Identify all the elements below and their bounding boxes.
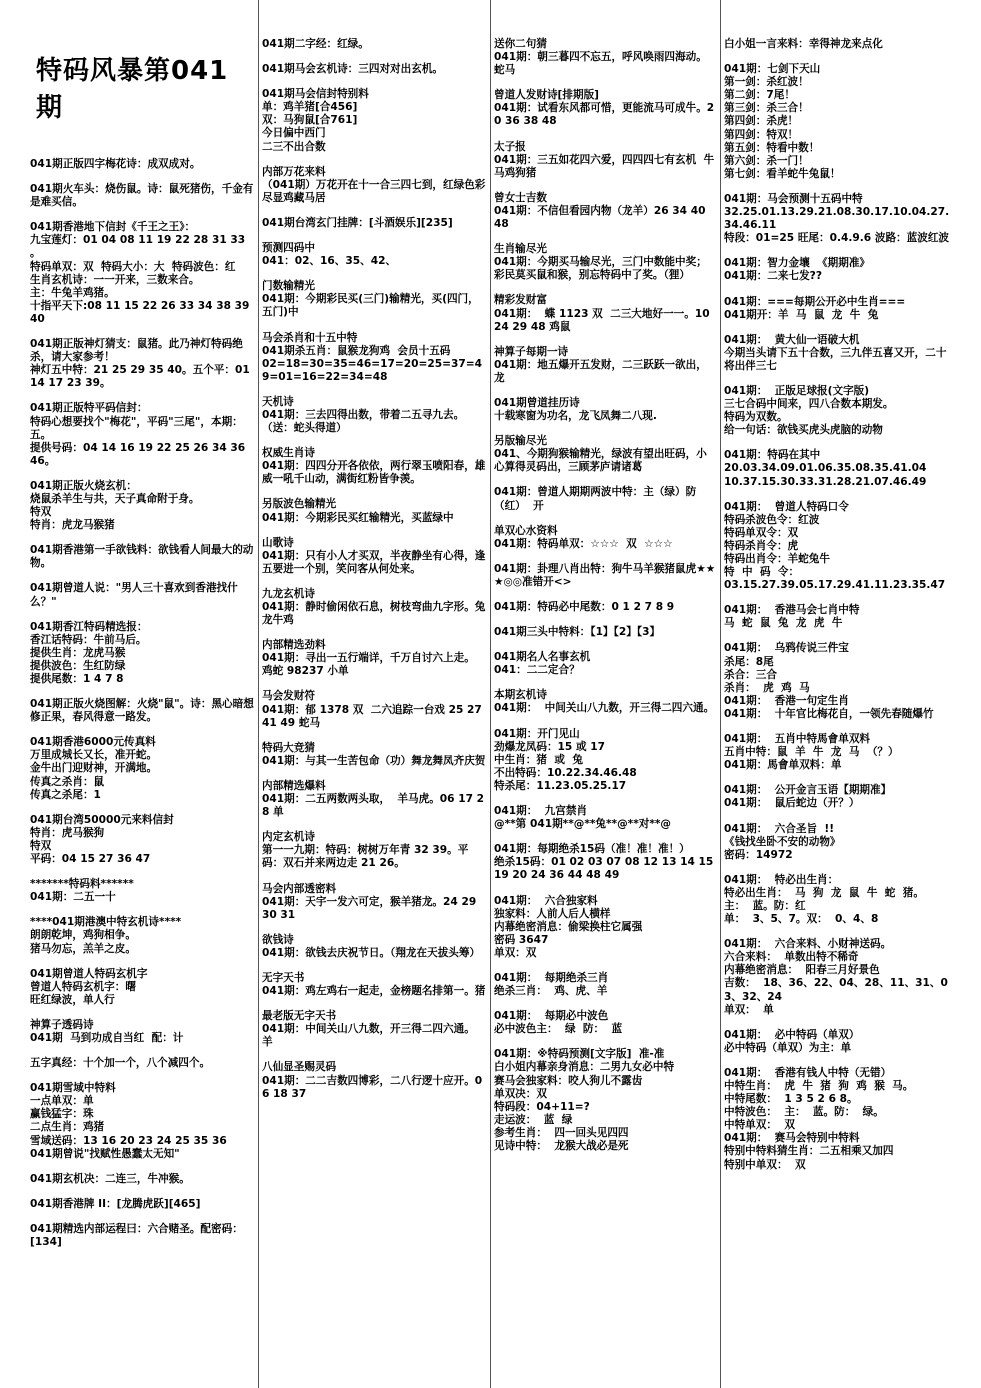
- text-block: 041期： 每期绝杀三肖 绝杀三肖： 鸡、虎、羊: [494, 971, 609, 998]
- text-block: 内部万花来料 （041期）万花开在十一合三四七到，红绿色彩尽显鸡藏马居: [262, 165, 486, 204]
- text-block: 五字真经：十个加一个，八个减四个。: [30, 1057, 211, 1070]
- text-block: 041期：特码必中尾数：0 1 2 7 8 9: [494, 601, 675, 613]
- text-block: 041期： 九宫禁肖 @**第 041期**@**兔**@**对**@: [494, 805, 672, 831]
- text-block: 041期精选内部运程曰：六合赌圣。配密码：[134]: [30, 1222, 243, 1248]
- text-block: 神算子每期一诗 041期：地五爆开五发财，二三跃跃一欲出，龙: [494, 345, 707, 384]
- text-block: 041期： 必中特码（单双） 必中特码（单双）为主：单: [724, 1028, 860, 1054]
- text-block: 九龙玄机诗 041期：静时偷闲依石息，树枝弯曲九字形。兔龙牛鸡: [262, 587, 486, 627]
- text-block: 041期：===每期公开必中生肖=== 041期开：羊 马 鼠 龙 牛 兔: [724, 295, 906, 321]
- text-block: 041期曾道挂历诗 十载寒窗为功名，龙飞凤舞二八现.: [494, 396, 657, 423]
- text-block: 单双心水资料 041期：特码单双：☆☆☆ 双 ☆☆☆: [494, 524, 673, 550]
- text-block: 041期香港第一手欲钱料：欲钱看人间最大的动物。: [30, 544, 254, 570]
- text-block: 精彩发财富 041期： 蝶 1123 双 二三大地好一一。10 24 29 48 鸡鼠: [494, 294, 710, 333]
- text-block: 天机诗 041期：三去四得出数，带着二五寻九去。（送：蛇头得道）: [262, 395, 465, 435]
- text-block: 041期： 五肖中特馬會单双料 五肖中特：鼠 羊 牛 龙 马 （？） 041期：馬會单双料：单: [724, 733, 899, 772]
- text-block: 041期：开门见山 劲爆龙凤码：15 或 17 中生肖：猪 或 兔 不出特码：10.22.34.46.48 特杀尾：11.23.05.25.17: [494, 727, 637, 792]
- text-block: *******特码料****** 041期：二五一十: [30, 878, 134, 904]
- text-block: 另版波色输精光 041期：今期彩民买红输精光，买蓝绿中: [262, 498, 454, 524]
- text-block: 041期玄机决：二连三，牛冲猴。: [30, 1172, 190, 1185]
- text-block: 041期正版神灯猜支：鼠猪。此乃神灯特码绝杀，请大家参考！ 神灯五中特：21 25 29 35 40。五个平：01 14 17 23 39。: [30, 338, 250, 390]
- text-block: 内定玄机诗 第一一九期：特码：树树万年青 32 39。平码：双石并来两边走 21 26。: [262, 831, 469, 870]
- text-block: 041期正版火烧图解：火烧"鼠"。诗：黑心暗想修正果，春风得意一路发。: [30, 698, 254, 724]
- text-block: 曾道人发财诗[排期版] 041期：试看东风都可惜，更能流马可成牛。20 36 38 48: [494, 89, 715, 128]
- text-block: 另版输尽光 041、今期狗猴输精光，绿波有望出旺码，小心算得灵码出，三顾茅庐请诸葛: [494, 435, 707, 474]
- text-block: 041期： 香港马会七肖中特 马 蛇 鼠 兔 龙 虎 牛: [724, 604, 860, 630]
- column-4: [720, 0, 960, 1388]
- text-block: 八仙显圣赐灵码 041期：二二吉数四博彩，二八行逻十应开。06 18 37: [262, 1061, 483, 1100]
- text-block: 041期名人名事玄机 041：二二定合？: [494, 651, 591, 677]
- text-block: 内部精选爆料 041期：二五两数两头取， 羊马虎。06 17 28 单: [262, 779, 485, 819]
- text-block: 041期香港地下信封《千王之王》： 九宝莲灯：01 04 08 11 19 22 28 31 33 。 特码单双：双 特码大小：大 特码波色：红 生肖玄机诗：一一开来，三数来合。 主：牛兔羊鸡猪。 十指平天下:08 11 15 22 26 33 34 38 39 40: [30, 221, 250, 325]
- text-block: 041期： 曾道人特码口令 特码杀波色令：红波 特码单双令：双 特码杀肖令：虎 特码出肖令：羊蛇兔牛 特 中 码 令： 03.15.27.39.05.17.29.41.11.23.35.47: [724, 500, 946, 592]
- text-block: 041期：※特码预测[文字版] 准-准 白小姐内幕亲身消息：二男九女必中特 赛马会独家料：咬人狗儿不露齿 单双决：双 特码段：04+11=? 走运波： 蓝 绿 参考生肖： 四一回头见四四 见诗中特： 龙猴大战必是死: [494, 1048, 675, 1152]
- text-block: 041期正版四字梅花诗：成双成对。: [30, 158, 201, 170]
- text-block: ****041期港澳中特玄机诗**** 朗朗乾坤，鸡狗相争。 猪马勿忘，羔羊之皮。: [30, 916, 182, 955]
- text-block: 041期三头中特料：【1】【2】【3】: [494, 626, 661, 639]
- text-block: 041期：马会预测十五码中特 32.25.01.13.29.21.08.30.17.10.04.27.34.46.11 特段：01=25 旺尾：0.4.9.6 波路：蓝波红波: [724, 192, 950, 245]
- text-block: 马会杀肖和十五中特 041期杀五肖：鼠猴龙狗鸡 会员十五码 02=18=30=35=46=17=20=25=37=49=01=16=22=34=48: [262, 331, 482, 383]
- text-block: 041期： 黄大仙一语破大机 今期当头请下五十合数，三九伴五喜又开，二十将出伴三七: [724, 333, 947, 372]
- text-block: 041期：卦理八肖出特：狗牛马羊猴猪鼠虎★★★◎◎准错开<>: [494, 562, 716, 588]
- text-block: 041期： 每期必中波色 必中波色主： 绿 防： 蓝: [494, 1010, 623, 1036]
- text-block: 041期： 六合独家料 独家料：人前人后人横样 内幕绝密消息：偷梁换柱它属强 密码 3647 单双：双: [494, 894, 643, 959]
- text-block: 041期火车头：烧伤鼠。诗：鼠死猪伤，千金有是难买信。: [30, 183, 254, 209]
- text-block: 041期： 公开金言玉语【期期准】 041期： 鼠后蛇边（开？）: [724, 784, 892, 810]
- text-block: 神算子透码诗 041期 马到功成自当红 配：计: [30, 1018, 184, 1044]
- text-block: 权威生肖诗 041期：四四分开各依依，两行翠玉喷阳春，雄威一吼千山动，满街红粉皆争羡。: [262, 447, 486, 486]
- text-block: 内部精选劲料 041期：寻出一五行端详，千万自讨六上走。 鸡蛇 98237 小单: [262, 639, 475, 678]
- text-block: 最老版无字天书 041期：中间关山八九数，开三得二四六通。 羊: [262, 1010, 475, 1049]
- text-block: 欲钱诗 041期：欲钱去庆祝节日。（翔龙在天拔头筹）: [262, 933, 481, 959]
- text-block: 041期二字经：红绿。: [262, 38, 369, 50]
- text-block: 041期： 乌鸦传说三件宝 杀尾：8尾 杀合：三合 杀肖： 虎 鸡 马 041期： 香港一句定生肖 041期： 十年官比梅花自，一领先春随爆竹: [724, 642, 934, 720]
- text-block: 本期玄机诗 041期： 中间关山八九数，开三得二四六通。: [494, 689, 715, 715]
- text-block: 马会内部透密料 041期：天宇一发六可定，猴羊猪龙。24 29 30 31: [262, 882, 477, 921]
- text-block: 041期： 六合圣旨 !! 《钱找坐卧不安的动物》 密码：14972: [724, 822, 841, 861]
- text-block: 041期：智力金壤 《期期准》 041期：二来七发??: [724, 257, 871, 283]
- text-block: 041期马会信封特别料 单：鸡羊猪[合456] 双：马狗鼠[合761] 今日偏中西门 二三不出合数: [262, 88, 369, 153]
- text-block: 041期：曾道人期期两波中特：主（绿）防（红） 开: [494, 486, 697, 512]
- text-block: 041期雪域中特料 一点单双：单 赢钱猛字：珠 二点生肖：鸡猪 雪域送码：13 16 20 23 24 25 35 36 041期曾说"找赋性愚蠢太无知": [30, 1082, 227, 1160]
- text-block: 送你二句猜 041期：朝三暮四不忘五，呼风唤雨四海动。蛇马: [494, 38, 707, 77]
- text-block: 041期香港牌 II：[龙腾虎跃][465]: [30, 1197, 201, 1210]
- text-block: 山歌诗 041期：只有小人才买双，半夜静坐有心得，逢五要进一个别，笑问客从何处来。: [262, 536, 486, 575]
- column-2: [258, 0, 490, 1388]
- text-block: 041期香港6000元传真料 万里成城长又长，准开蛇。 金牛出门迎财神，开满地。 传真之杀肖：鼠 传真之杀尾：1: [30, 736, 158, 801]
- column-3: [490, 0, 720, 1388]
- text-block: 041期： 正版足球报(文字版) 三七合码中间来，四八合数本期发。 特码为双数。 给一句话：欲钱买虎头虎脑的动物: [724, 384, 894, 437]
- text-block: 生肖输尽光 041期：今期买马输尽光，三门中数能中奖；彩民莫买鼠和猴，别忘特码中了奖。（狸）: [494, 243, 707, 282]
- text-block: 041期台湾玄门挂牌：[斗酒娱乐][235]: [262, 216, 453, 229]
- text-block: 预测四码中 041：02、16、35、42、: [262, 242, 397, 268]
- column-1: [26, 0, 258, 1388]
- text-block: 041期：每期绝杀15码（准！准！准！） 绝杀15码：01 02 03 07 08 12 13 14 15 19 20 24 36 44 48 49: [494, 843, 714, 882]
- text-block: 041期曾道人特码玄机字 曾道人特码玄机字：曙 旺红绿波，单人行: [30, 967, 148, 1006]
- text-block: 特码大竞猜 041期：与其一生苦包命（功）舞龙舞凤齐庆贺: [262, 741, 486, 767]
- text-block: 曾女士吉数 041期：不信但看园内物（龙羊）26 34 40 48: [494, 191, 706, 231]
- text-block: 041期正版火烧玄机： 烧鼠杀羊生与共，天子真命附于身。 特双 特肖：虎龙马猴猪: [30, 479, 200, 532]
- text-block: 041期正版特平码信封： 特码心想要找个"梅花"，平码"三尾"，本期：五。 提供号码：04 14 16 19 22 25 26 34 36 46。: [30, 402, 246, 467]
- text-block: 041期马会玄机诗：三四对对出玄机。: [262, 63, 444, 76]
- text-block: 041期： 香港有钱人中特（无错） 中特生肖： 虎 牛 猪 狗 鸡 猴 马。 中特尾数： 1 3 5 2 6 8。 中特波色： 主： 蓝。防： 绿。 中特单双： 双 041期： 赛马会特别中特料 特别中特料猜生肖：二五相乘又加四 特别中单双： 双: [724, 1066, 914, 1171]
- page-title: 特码风暴第041期: [36, 56, 229, 123]
- text-block: 041期： 六合来料、小财神送码。 六合来料： 单数出特不稀奇 内幕绝密消息： 阳春三月好景色 吉数： 18、36、22、04、28、11、31、03、32、24 单双： 单: [724, 938, 948, 1016]
- text-block: 041期：七剑下天山 第一剑：杀红波！ 第二剑：7尾！ 第三剑：杀三合！ 第四剑：杀虎！ 第四剑：特双！ 第五剑：特看中数！ 第六剑：杀一门！ 第七剑：看羊蛇牛兔鼠！: [724, 63, 841, 180]
- text-block: 041期台湾50000元来料信封 特肖：虎马猴狗 特双 平码：04 15 27 36 47: [30, 813, 174, 866]
- text-block: 041期：特码在其中 20.03.34.09.01.06.35.08.35.41.04 10.37.15.30.33.31.28.21.07.46.49: [724, 449, 927, 488]
- text-block: 马会发财符 041期：郁 1378 双 二六追踪一台戏 25 27 41 49 蛇马: [262, 690, 482, 729]
- text-block: 041期： 特必出生肖： 特必出生肖： 马 狗 龙 鼠 牛 蛇 猪。 主： 蓝。防：红 单： 3、5、7。双： 0、4、8: [724, 873, 924, 926]
- text-block: 041期曾道人说："男人三十喜欢到香港找什么？": [30, 582, 238, 608]
- text-block: 白小姐一言来料：幸得神龙来点化: [724, 38, 883, 50]
- text-block: 无字天书 041期：鸡左鸡右一起走，金榜题名排第一。猪: [262, 971, 486, 998]
- text-block: 太子报 041期：三五如花四六爱，四四四七有玄机 牛马鸡狗猪: [494, 140, 715, 179]
- text-block: 门数输精光 041期：今期彩民买(三门)输精光，买(四门，五门)中: [262, 280, 479, 319]
- text-block: 041期香江特码精选报： 香江话特码：牛前马后。 提供生肖：龙虎马猴 提供波色：生红防绿 提供尾数：1 4 7 8: [30, 620, 148, 685]
